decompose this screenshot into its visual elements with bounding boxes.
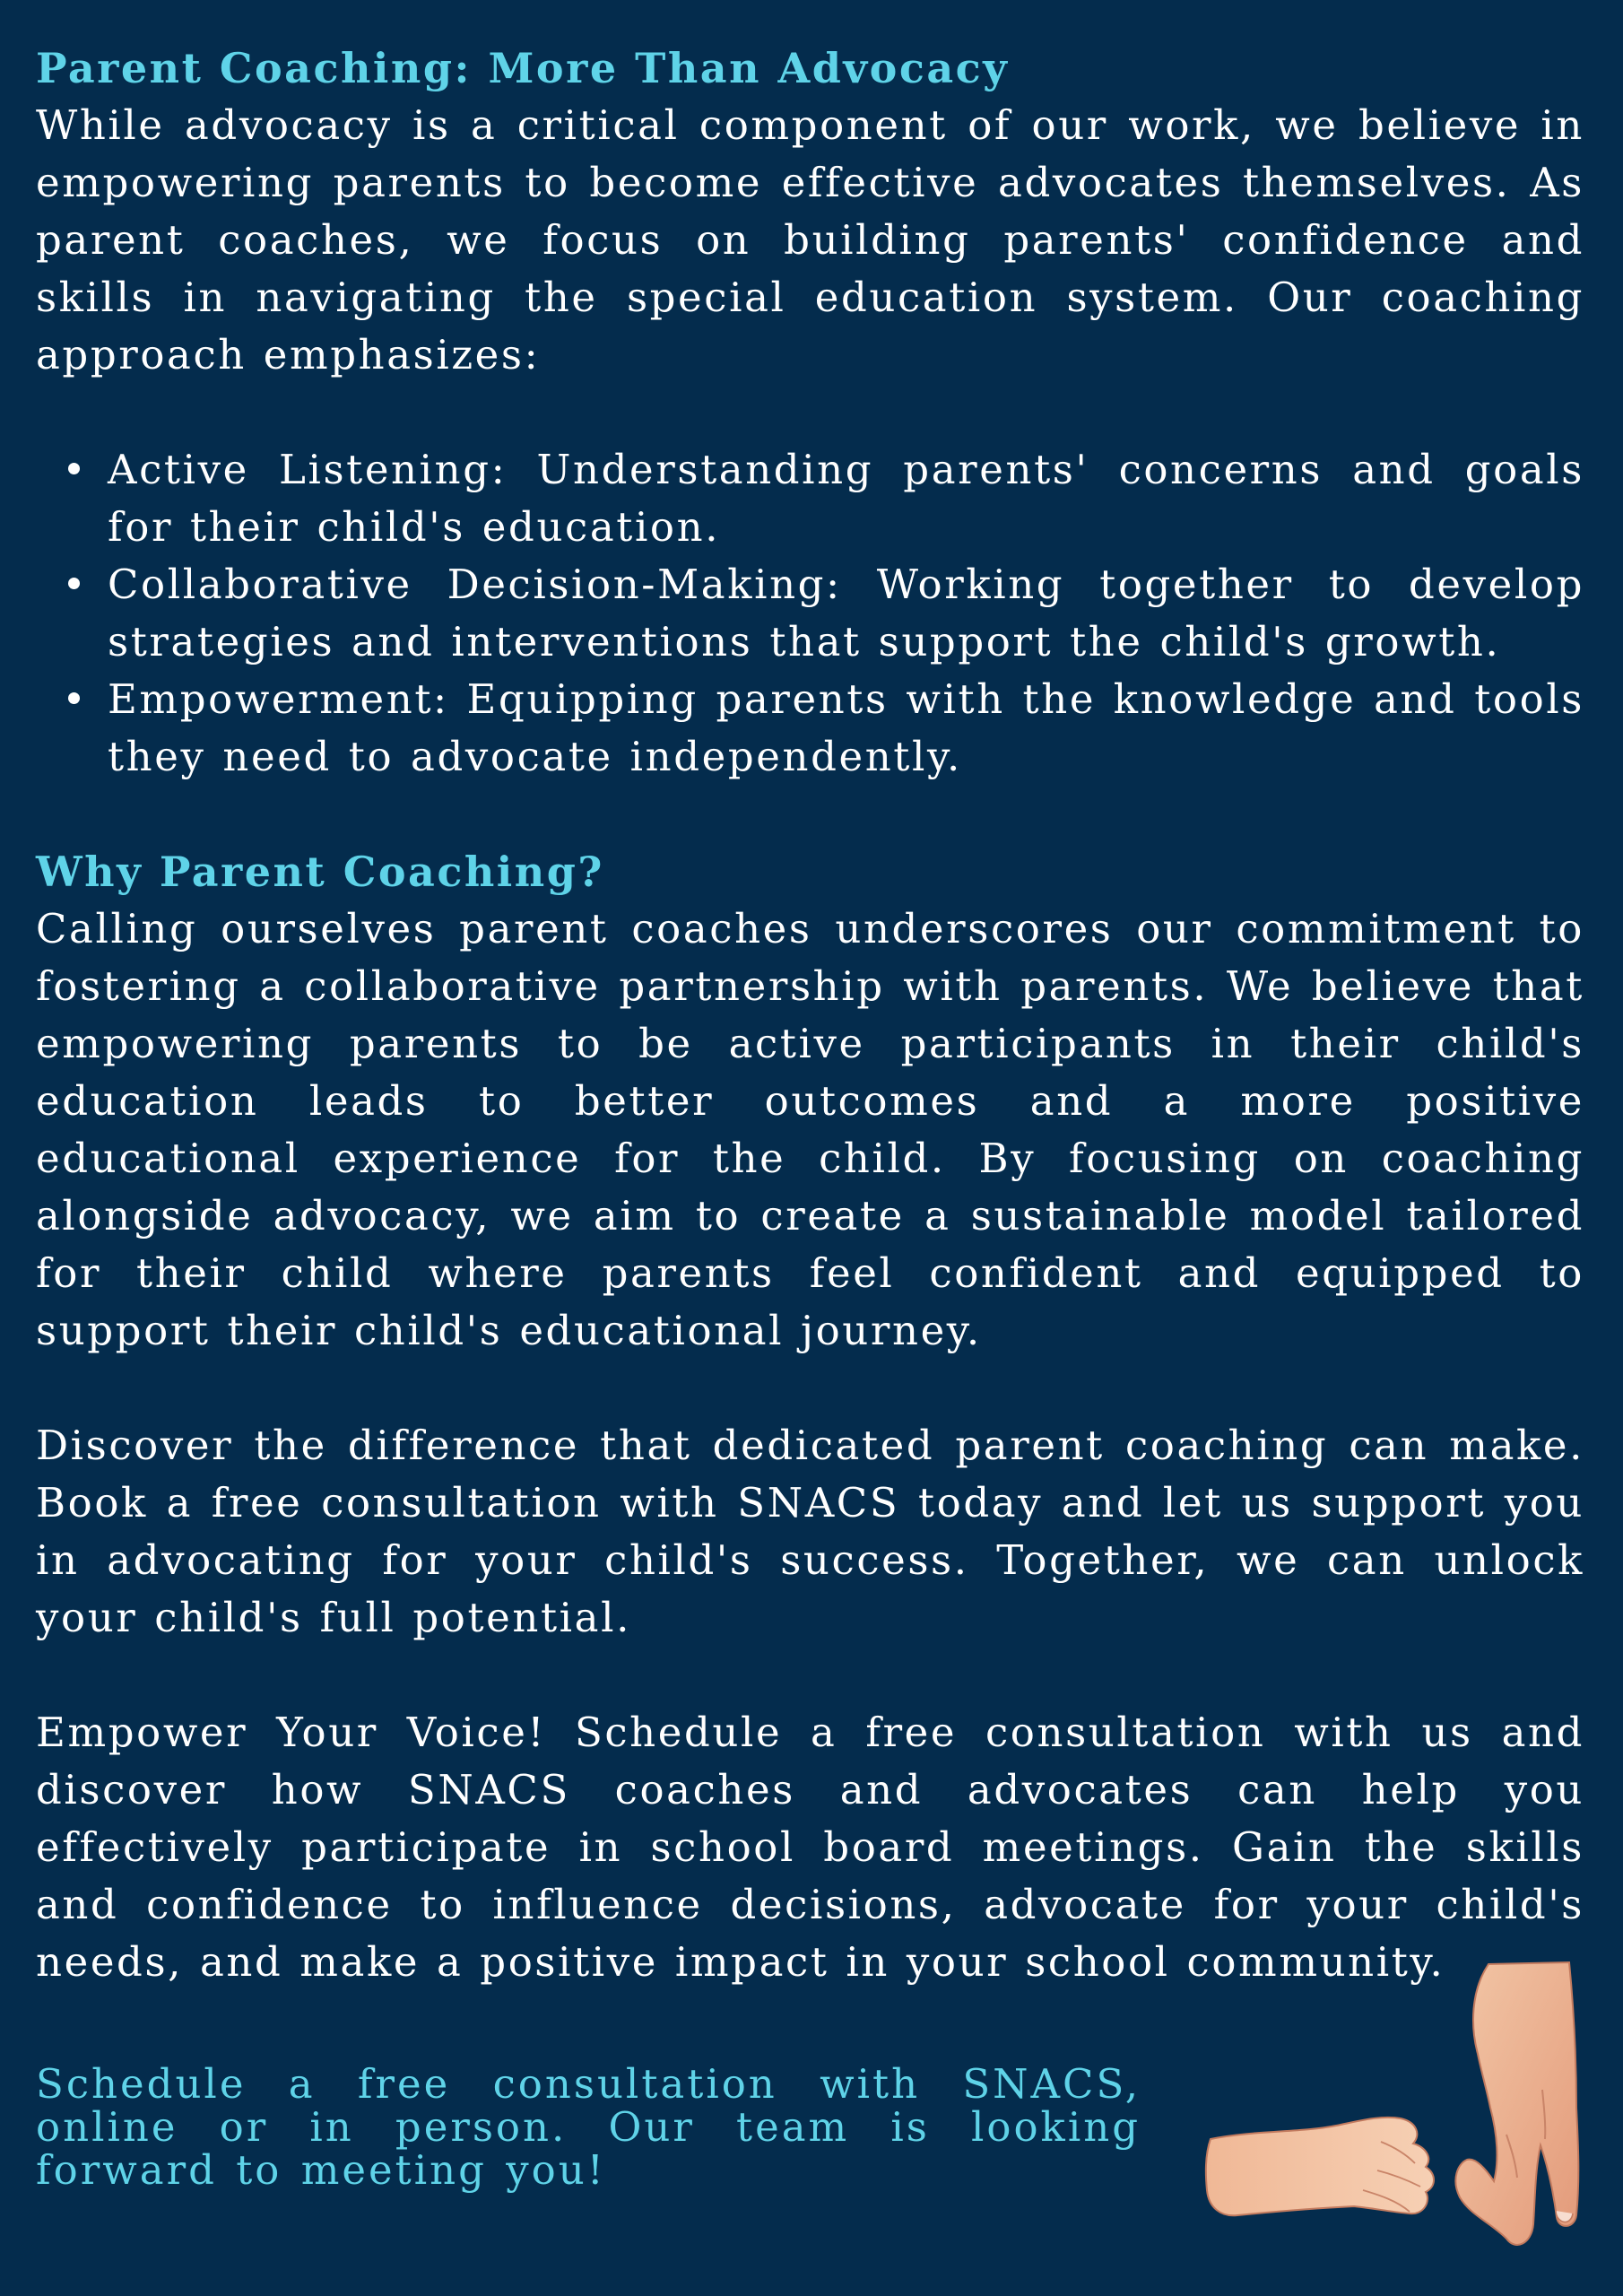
adult-hand-shape: [1455, 1962, 1578, 2245]
spacer: [36, 1360, 1584, 1417]
spacer: [36, 1647, 1584, 1704]
spacer: [36, 384, 1584, 441]
discover-paragraph: Discover the difference that dedicated parent coaching can make. Book a free consultation with SNACS today and let us support you in advocating for your child's success. Together, we can unlock your child's full potential.: [36, 1422, 1584, 1641]
list-item: [108, 671, 1584, 786]
commitment-paragraph: Calling ourselves parent coaches underscores our commitment to fostering a collaborative partnership with parents. We believe that empowering parents to be active participants in their child's education leads to better outcomes and a more positive educational experience for the child. By focusing on coaching alongside advocacy, we aim to create a sustainable model tailored for their child where parents feel confident and equipped to support their child's educational journey.: [36, 905, 1584, 1354]
list-item: [108, 556, 1584, 671]
list-item-text: Active Listening: Understanding parents' concerns and goals for their child's education.: [108, 446, 1584, 551]
list-item-text: Collaborative Decision-Making: Working together to develop strategies and interventions that support the child's growth.: [108, 561, 1584, 665]
intro-paragraph: While advocacy is a critical component of our work, we believe in empowering parents to become effective advocates themselves. As parent coaches, we focus on building parents' confidence and skills in navigating the special education system. Our coaching approach emphasizes:: [36, 101, 1584, 378]
list-item: [108, 441, 1584, 556]
heading-why-parent-coaching: Why Parent Coaching?: [36, 848, 604, 896]
bullet-icon: [68, 578, 80, 589]
list-item-text: Empowerment: Equipping parents with the knowledge and tools they need to advocate independently.: [108, 675, 1584, 780]
spacer: [36, 786, 1584, 843]
child-hand-shape: [1206, 2118, 1434, 2215]
bullet-icon: [68, 692, 80, 704]
document-body: [36, 39, 1584, 1991]
empower-paragraph: Empower Your Voice! Schedule a free consultation with us and discover how SNACS coaches and advocates can help you effectively participate in school board meetings. Gain the skills and confidence to influence decisions, advocate for your child's needs, and make a positive impact in your school community.: [36, 1709, 1584, 1986]
hands-illustration: [1202, 1955, 1596, 2269]
consultation-call-to-action: Schedule a free consultation with SNACS, online or in person. Our team is looking forward to meeting you!: [36, 2060, 1141, 2194]
bullet-icon: [68, 463, 80, 474]
heading-parent-coaching: Parent Coaching: More Than Advocacy: [36, 44, 1010, 92]
approach-list: [36, 441, 1584, 786]
